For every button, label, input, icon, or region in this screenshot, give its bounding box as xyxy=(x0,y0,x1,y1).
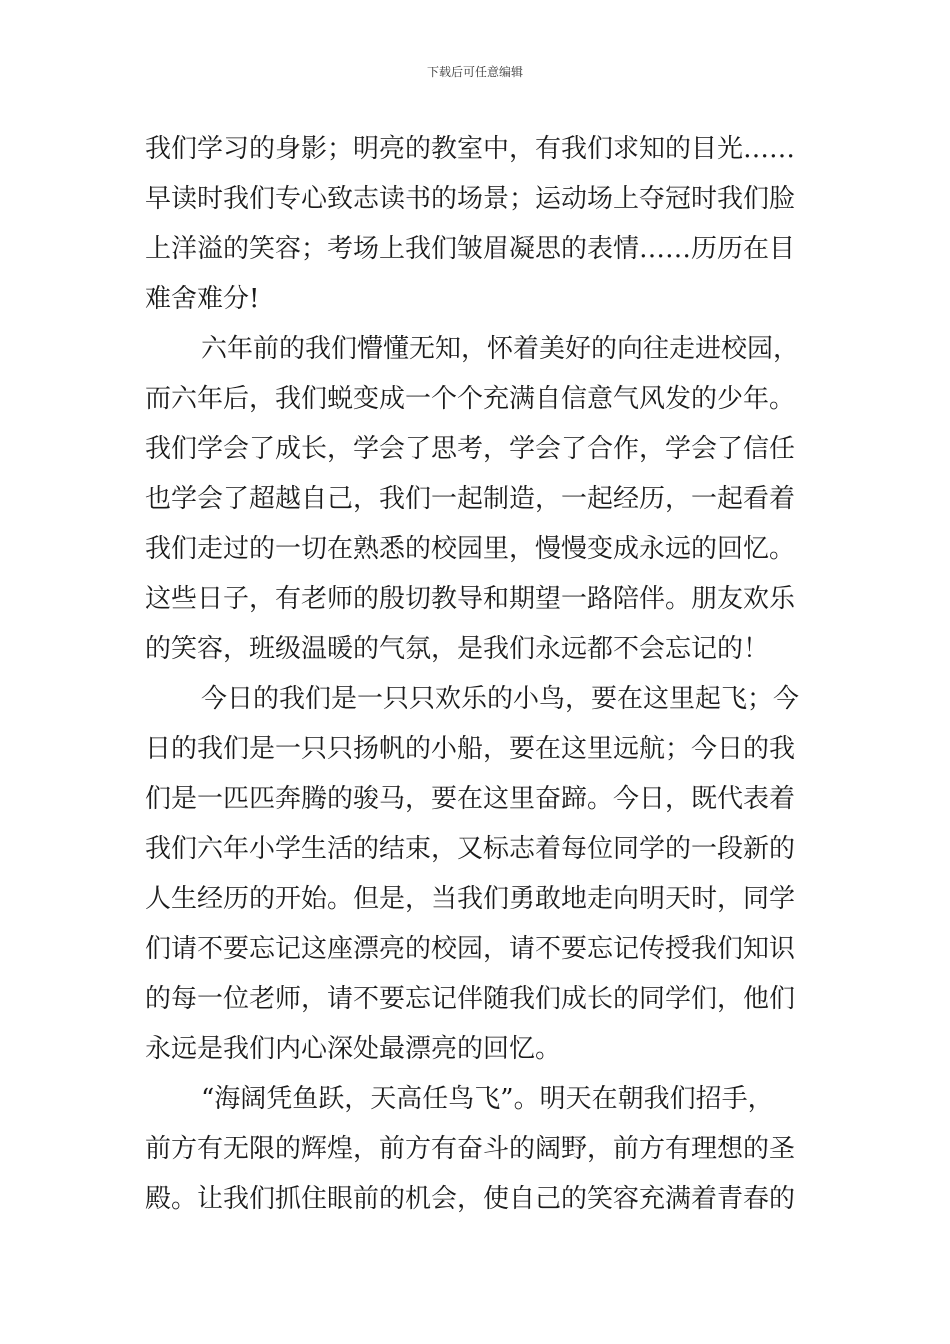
text-line: 永远是我们内心深处最漂亮的回忆。 xyxy=(145,1034,562,1064)
text-line: 我们学习的身影；明亮的教室中，有我们求知的目光…… xyxy=(145,134,796,164)
text-line: 日的我们是一只只扬帆的小船，要在这里远航；今日的我 xyxy=(145,734,796,764)
text-line: 们请不要忘记这座漂亮的校园，请不要忘记传授我们知识 xyxy=(145,934,796,964)
text-line: 也学会了超越自己，我们一起制造，一起经历，一起看着 xyxy=(145,484,796,514)
text-line: 我们走过的一切在熟悉的校园里，慢慢变成永远的回忆。 xyxy=(145,534,796,564)
text-line: 的每一位老师，请不要忘记伴随我们成长的同学们，他们 xyxy=(145,984,796,1014)
text-line: 们是一匹匹奔腾的骏马，要在这里奋蹄。今日，既代表着 xyxy=(145,784,796,814)
text-line: 今日的我们是一只只欢乐的小鸟，要在这里起飞；今 xyxy=(201,684,800,714)
text-line: 我们六年小学生活的结束，又标志着每位同学的一段新的 xyxy=(145,834,796,864)
text-line: 这些日子，有老师的殷切教导和期望一路陪伴。朋友欢乐 xyxy=(145,584,796,614)
text-line: 殿。让我们抓住眼前的机会，使自己的笑容充满着青春的 xyxy=(145,1184,796,1214)
document-body xyxy=(145,124,807,1224)
text-line: 难舍难分! xyxy=(145,284,260,314)
text-line: 人生经历的开始。但是，当我们勇敢地走向明天时，同学 xyxy=(145,884,796,914)
text-line: “海阔凭鱼跃，天高任鸟飞”。明天在朝我们招手， xyxy=(201,1084,774,1114)
text-line: 前方有无限的辉煌，前方有奋斗的阔野，前方有理想的圣 xyxy=(145,1134,796,1164)
text-line: 的笑容，班级温暖的气氛，是我们永远都不会忘记的！ xyxy=(145,634,770,664)
text-line: 六年前的我们懵懂无知，怀着美好的向往走进校园， xyxy=(201,334,800,364)
text-line: 早读时我们专心致志读书的场景；运动场上夺冠时我们脸 xyxy=(145,184,796,214)
text-line: 我们学会了成长，学会了思考，学会了合作，学会了信任 xyxy=(145,434,796,464)
text-line: 上洋溢的笑容；考场上我们皱眉凝思的表情……历历在目 xyxy=(145,234,796,264)
page-header: 下载后可任意编辑 xyxy=(426,65,523,79)
text-line: 而六年后，我们蜕变成一个个充满自信意气风发的少年。 xyxy=(145,384,796,414)
